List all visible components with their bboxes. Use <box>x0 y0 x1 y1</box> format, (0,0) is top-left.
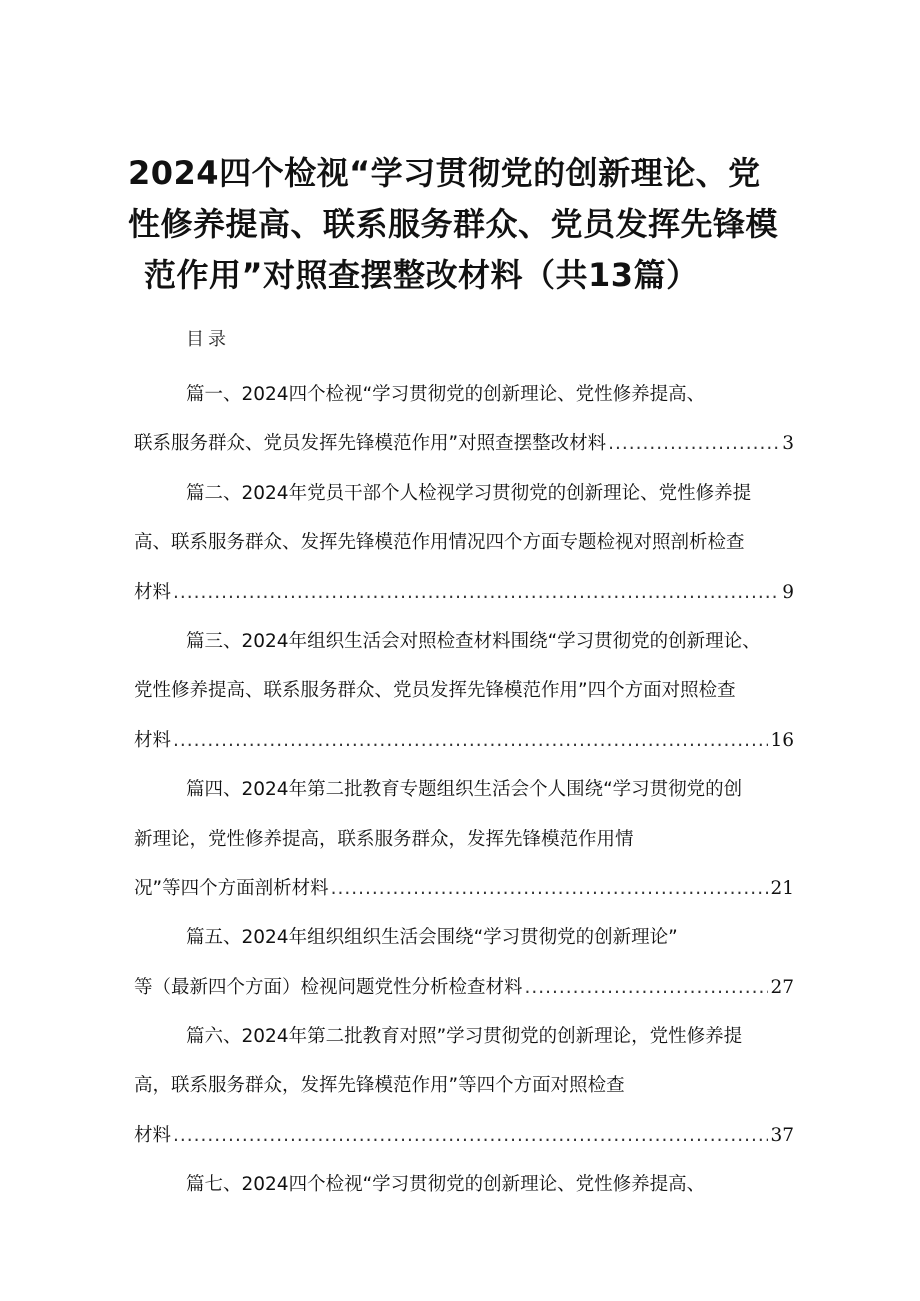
toc-entry-last-line <box>134 419 794 468</box>
document-title-line: 范作用”对照查摆整改材料（共13篇） <box>144 256 699 294</box>
toc-entry-text: 材料 <box>134 1124 172 1146</box>
toc-entry-last-line <box>134 963 794 1012</box>
toc-entry-text: 材料 <box>134 581 172 603</box>
toc-entry-text: 况”等四个方面剖析材料 <box>134 877 329 899</box>
toc-heading: 目录 <box>186 329 230 350</box>
toc-dot-leader <box>173 1111 768 1160</box>
toc-entry[interactable] <box>134 1012 794 1160</box>
toc-entry[interactable] <box>134 765 794 913</box>
toc-entry[interactable] <box>134 913 794 1012</box>
toc-entry-text: 党性修养提高、联系服务群众、党员发挥先锋模范作用”四个方面对照检查 <box>134 680 736 702</box>
toc-entry[interactable] <box>134 617 794 765</box>
toc-entry-last-line <box>134 864 794 913</box>
toc-entry-text: 联系服务群众、党员发挥先锋模范作用”对照查摆整改材料 <box>134 433 607 455</box>
toc-page-number: 21 <box>770 877 794 899</box>
toc-entry-last-line <box>134 716 794 765</box>
toc-entry-last-line <box>134 568 794 617</box>
toc-entry-text: 篇六、2024年第二批教育对照”学习贯彻党的创新理论，党性修养提 <box>186 1026 743 1048</box>
toc-entry[interactable] <box>134 370 794 469</box>
toc-dot-leader <box>608 419 780 468</box>
toc-dot-leader <box>525 963 769 1012</box>
document-title-line: 2024四个检视“学习贯彻党的创新理论、党 <box>128 154 761 192</box>
toc-entry-text: 篇三、2024年组织生活会对照检查材料围绕“学习贯彻党的创新理论、 <box>186 630 761 652</box>
toc-entry-text: 篇五、2024年组织组织生活会围绕“学习贯彻党的创新理论” <box>186 927 678 949</box>
toc-entry[interactable] <box>134 469 794 617</box>
toc-page-number: 27 <box>770 976 794 998</box>
toc-entry-last-line <box>134 1111 794 1160</box>
document-title <box>128 148 800 301</box>
toc-entry-text: 高、联系服务群众、发挥先锋模范作用情况四个方面专题检视对照剖析检查 <box>134 532 745 554</box>
toc-entry-text: 新理论，党性修养提高，联系服务群众，发挥先锋模范作用情 <box>134 828 634 850</box>
toc-page-number: 37 <box>770 1124 794 1146</box>
document-title-line: 性修养提高、联系服务群众、党员发挥先锋模 <box>128 205 779 243</box>
toc-page-number: 9 <box>782 581 794 603</box>
toc-entry-text: 篇四、2024年第二批教育专题组织生活会个人围绕“学习贯彻党的创 <box>186 779 743 801</box>
toc-page-number: 16 <box>770 729 794 751</box>
toc-page-number: 3 <box>782 433 794 455</box>
toc-entry-text: 篇二、2024年党员干部个人检视学习贯彻党的创新理论、党性修养提 <box>186 482 752 504</box>
toc-entry-text: 等（最新四个方面）检视问题党性分析检查材料 <box>134 976 523 998</box>
toc-entry-text: 篇一、2024四个检视“学习贯彻党的创新理论、党性修养提高、 <box>186 384 706 405</box>
toc-entry-text: 材料 <box>134 729 172 751</box>
toc-entry-text: 篇七、2024四个检视“学习贯彻党的创新理论、党性修养提高、 <box>186 1174 706 1196</box>
toc-entry[interactable] <box>134 1160 794 1209</box>
toc-dot-leader <box>173 568 780 617</box>
table-of-contents <box>134 370 794 1210</box>
toc-dot-leader <box>331 864 769 913</box>
toc-entry-text: 高，联系服务群众，发挥先锋模范作用”等四个方面对照检查 <box>134 1075 625 1097</box>
toc-dot-leader <box>173 716 768 765</box>
